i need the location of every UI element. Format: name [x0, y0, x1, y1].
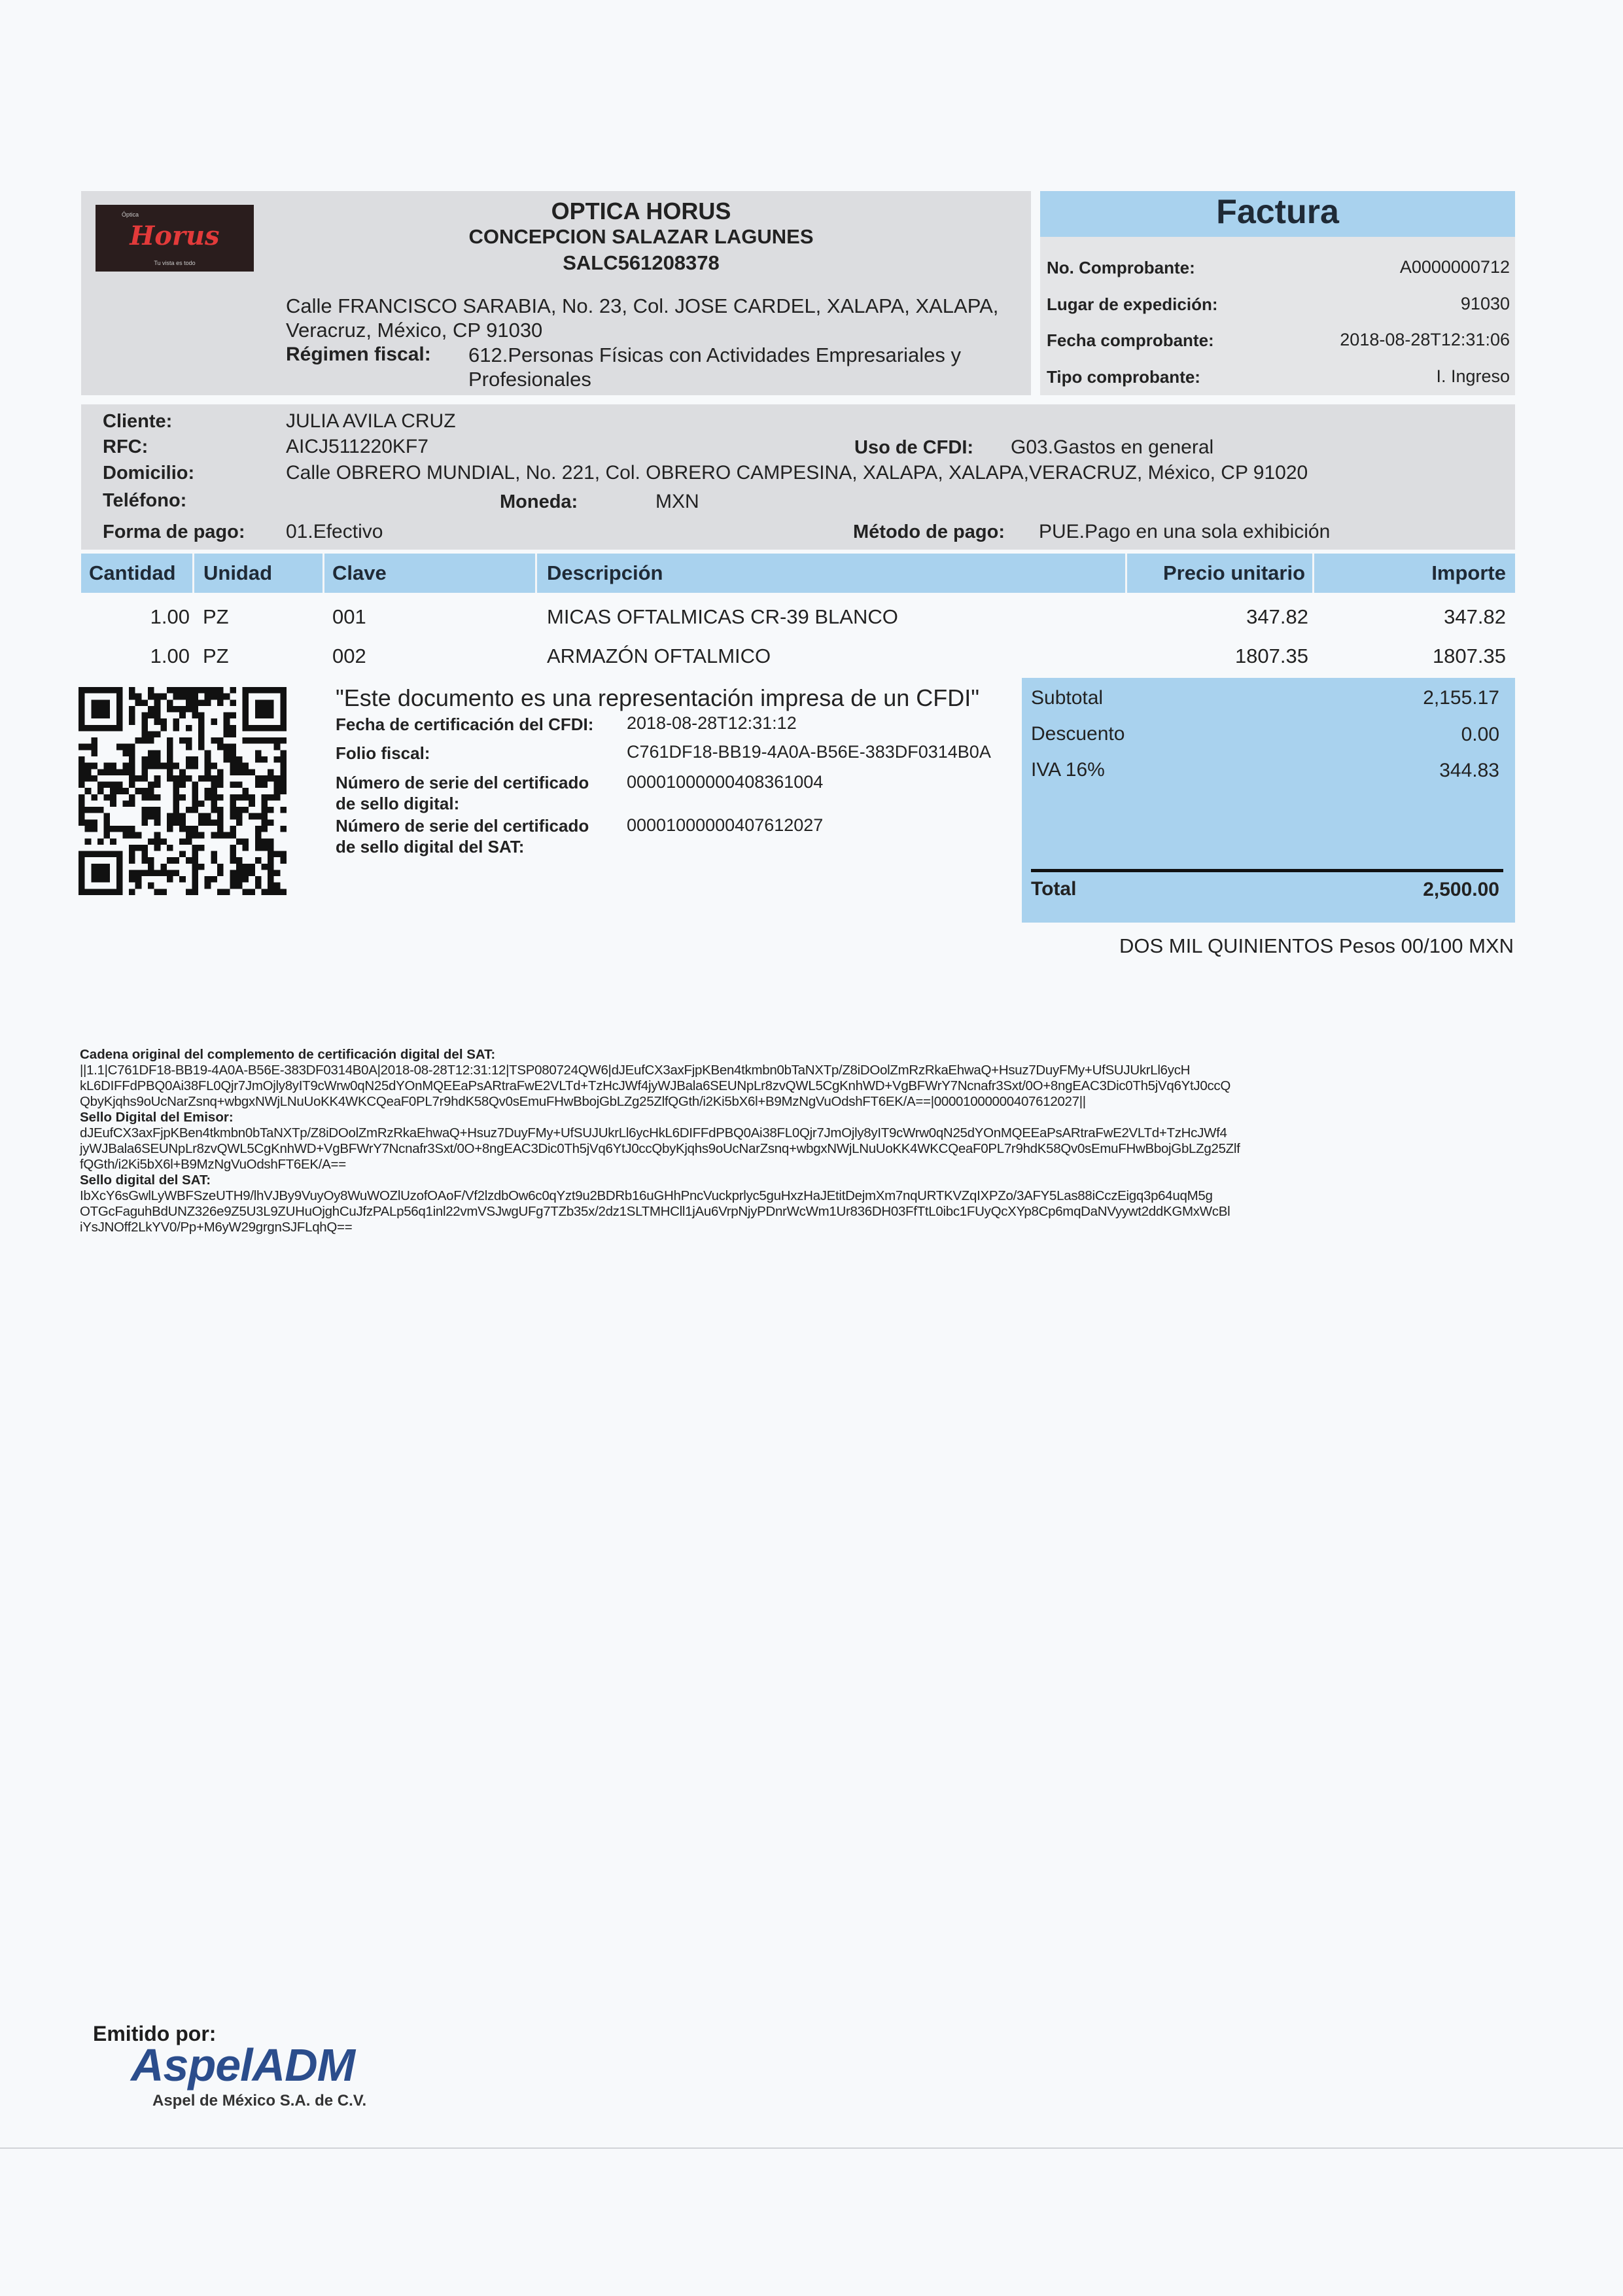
client-address-label: Domicilio: [103, 463, 195, 484]
payment-form-value: 01.Efectivo [286, 521, 383, 542]
regime-value-line1: 612.Personas Físicas con Actividades Empresariales y [468, 344, 961, 366]
optica-horus-logo: Óptica Horus Tu vista es todo [96, 205, 254, 272]
cadena-original-line: kL6DIFFdPBQ0Ai38FL0Qjr7JmOjly8yIT9cWrw0qN25dYOnMQEEaPsARtraFwE2VLTd+TzHcJWf4jyWJBala6SEUNpLr8zvQWL5CgKnhWD+VgBFWrY7Ncnafr3Sxt/0O+8ngEAC3Dic0Th5jVq6YtJ0ccQ [80, 1078, 1231, 1093]
sat-seal-label: Sello digital del SAT: [80, 1173, 211, 1188]
sat-cert-serial-value: 00001000000407612027 [627, 815, 824, 835]
client-address: Calle OBRERO MUNDIAL, No. 221, Col. OBRERO CAMPESINA, XALAPA, XALAPA,VERACRUZ, México, CP 91020 [286, 462, 1308, 484]
sat-seal-line: iYsJNOff2LkYV0/Pp+M6yW29grgnSJFLqhQ== [80, 1220, 353, 1235]
row1-description: MICAS OFTALMICAS CR-39 BLANCO [547, 605, 898, 628]
issuer-owner: CONCEPCION SALAZAR LAGUNES [468, 225, 814, 248]
sat-cert-serial-label-line1: Número de serie del certificado [336, 816, 589, 836]
tax-label: IVA 16% [1031, 759, 1105, 781]
row2-unit: PZ [203, 645, 229, 667]
row1-amount: 347.82 [1444, 605, 1506, 628]
total-in-words: DOS MIL QUINIENTOS Pesos 00/100 MXN [1119, 934, 1514, 957]
issuer-name: OPTICA HORUS [551, 198, 731, 224]
sat-seal-line: IbXcY6sGwlLyWBFSzeUTH9/lhVJBy9VuyOy8WuWOZlUzofOAoF/Vf2lzdbOw6c0qYzt9u2BDRb16uGHhPncVuckprlyc5guHxzHaJEtitDejmXm7nqURTKVZqIXPZo/3AFY5Las88iCczEigq3p64uqM5g [80, 1188, 1213, 1203]
column-header-quantity: Cantidad [89, 561, 176, 584]
aspel-company-name: Aspel de México S.A. de C.V. [152, 2092, 367, 2110]
cfdi-use-label: Uso de CFDI: [854, 437, 974, 458]
sat-seal-line: OTGcFaguhBdUNZ326e9Z5U3L9ZUHuOjghCuJfzPALp56q1inl22vmVSJwgUFg7TZb35x/2dz1SLTMHCll1jAu6VrpNjyPDnrWcWm1Ur836DH03FfTtL0ibc1FUyQcXYp8Cp6mqDaNVyywt2ddKGMxWcBl [80, 1204, 1230, 1219]
regime-label: Régimen fiscal: [286, 344, 431, 365]
column-divider [323, 554, 324, 593]
invoice-number-label: No. Comprobante: [1047, 258, 1195, 277]
client-phone-label: Teléfono: [103, 490, 187, 511]
row1-unit: PZ [203, 605, 229, 628]
issuer-seal-line: jyWJBala6SEUNpLr8zvQWL5CgKnhWD+VgBFWrY7Ncnafr3Sxt/0O+8ngEAC3Dic0Th5jVq6YtJ0ccQbyKjqhs9oUcNarZsnq+wbgxNWjLNuUoKK4WKCQeaF0PL7r9hdK58Qv0sEmuFHwBbojGbLZg25Zlf [80, 1141, 1240, 1156]
row2-quantity: 1.00 [150, 645, 190, 667]
total-value: 2,500.00 [1423, 879, 1499, 900]
row1-unit-price: 347.82 [1246, 605, 1308, 628]
cert-serial-label-line2: de sello digital: [336, 794, 460, 813]
payment-method-value: PUE.Pago en una sola exhibición [1039, 521, 1331, 542]
page-edge-line [0, 2147, 1623, 2149]
expedition-place-value: 91030 [1460, 294, 1510, 313]
total-divider [1031, 869, 1503, 872]
expedition-place-label: Lugar de expedición: [1047, 294, 1218, 314]
sat-cert-serial-label-line2: de sello digital del SAT: [336, 837, 525, 857]
cadena-original-label: Cadena original del complemento de certificación digital del SAT: [80, 1047, 496, 1062]
discount-value: 0.00 [1461, 724, 1499, 745]
issuer-address-line1: Calle FRANCISCO SARABIA, No. 23, Col. JOSE CARDEL, XALAPA, XALAPA, [286, 294, 999, 317]
invoice-title: Factura [1216, 193, 1339, 231]
row1-key: 001 [332, 605, 366, 628]
fiscal-folio-value: C761DF18-BB19-4A0A-B56E-383DF0314B0A [627, 742, 991, 762]
row1-quantity: 1.00 [150, 605, 190, 628]
issuer-seal-line: fQGth/i2Ki5bX6l+B9MzNgVuOdshFT6EK/A== [80, 1157, 346, 1172]
qr-code [79, 687, 287, 895]
row2-amount: 1807.35 [1432, 645, 1506, 667]
cadena-original-line: QbyKjqhs9oUcNarZsnq+wbgxNWjLNuUoKK4WKCQeaF0PL7r9hdK58Qv0sEmuFHwBbojGbLZg25ZlfQGth/i2Ki5bX6l+B9MzNgVuOdshFT6EK/A==|00001000000407612027|| [80, 1094, 1086, 1109]
invoice-date-label: Fecha comprobante: [1047, 330, 1214, 350]
issuer-rfc: SALC561208378 [563, 251, 720, 274]
client-rfc: AICJ511220KF7 [286, 436, 428, 457]
column-divider [1312, 554, 1314, 593]
invoice-date-value: 2018-08-28T12:31:06 [1340, 330, 1510, 349]
column-header-description: Descripción [547, 561, 663, 584]
payment-method-label: Método de pago: [853, 521, 1005, 542]
subtotal-value: 2,155.17 [1423, 687, 1499, 709]
client-name: JULIA AVILA CRUZ [286, 410, 456, 432]
column-header-key: Clave [332, 561, 387, 584]
invoice-type-label: Tipo comprobante: [1047, 367, 1200, 387]
subtotal-label: Subtotal [1031, 687, 1104, 709]
cfdi-use-value: G03.Gastos en general [1011, 436, 1214, 458]
cert-serial-label-line1: Número de serie del certificado [336, 773, 589, 792]
total-label: Total [1031, 878, 1077, 900]
payment-form-label: Forma de pago: [103, 521, 245, 542]
aspel-adm-logo: AspelADM [131, 2040, 355, 2091]
issuer-seal-line: dJEufCX3axFjpKBen4tkmbn0bTaNXTp/Z8iDOolZmRzRkaEhwaQ+Hsuz7DuyFMy+UfSUJUkrLl6ycHkL6DIFFdPBQ0Ai38FL0Qjr7JmOjly8yIT9cWrw0qN25dYOnMQEEaPsARtraFwE2VLTd+TzHcJWf4 [80, 1125, 1227, 1140]
issued-by-label: Emitido por: [93, 2022, 217, 2045]
regime-value-line2: Profesionales [468, 368, 591, 391]
client-label: Cliente: [103, 411, 173, 432]
currency-value: MXN [655, 491, 699, 512]
row2-description: ARMAZÓN OFTALMICO [547, 645, 771, 667]
row2-key: 002 [332, 645, 366, 667]
column-divider [535, 554, 537, 593]
certification-date-value: 2018-08-28T12:31:12 [627, 713, 797, 733]
row2-unit-price: 1807.35 [1234, 645, 1308, 667]
certification-date-label: Fecha de certificación del CFDI: [336, 715, 594, 734]
cert-serial-value: 00001000000408361004 [627, 772, 824, 792]
currency-label: Moneda: [500, 491, 578, 512]
column-header-unit-price: Precio unitario [1162, 561, 1305, 584]
fiscal-folio-label: Folio fiscal: [336, 743, 430, 763]
issuer-seal-label: Sello Digital del Emisor: [80, 1110, 234, 1125]
cadena-original-line: ||1.1|C761DF18-BB19-4A0A-B56E-383DF0314B0A|2018-08-28T12:31:12|TSP080724QW6|dJEufCX3axFjpKBen4tkmbn0bTaNXTp/Z8iDOolZmRzRkaEhwaQ+Hsuz7DuyFMy+UfSUJUkrLl6ycH [80, 1063, 1191, 1078]
column-divider [1125, 554, 1127, 593]
tax-value: 344.83 [1439, 760, 1499, 781]
discount-label: Descuento [1031, 723, 1125, 745]
column-header-unit: Unidad [203, 561, 273, 584]
column-header-amount: Importe [1431, 561, 1506, 584]
invoice-type-value: I. Ingreso [1436, 366, 1510, 386]
issuer-address-line2: Veracruz, México, CP 91030 [286, 319, 543, 342]
column-divider [192, 554, 194, 593]
invoice-number-value: A0000000712 [1399, 257, 1510, 277]
client-rfc-label: RFC: [103, 436, 148, 457]
cfdi-representation-note: "Este documento es una representación impresa de un CFDI" [336, 684, 980, 711]
